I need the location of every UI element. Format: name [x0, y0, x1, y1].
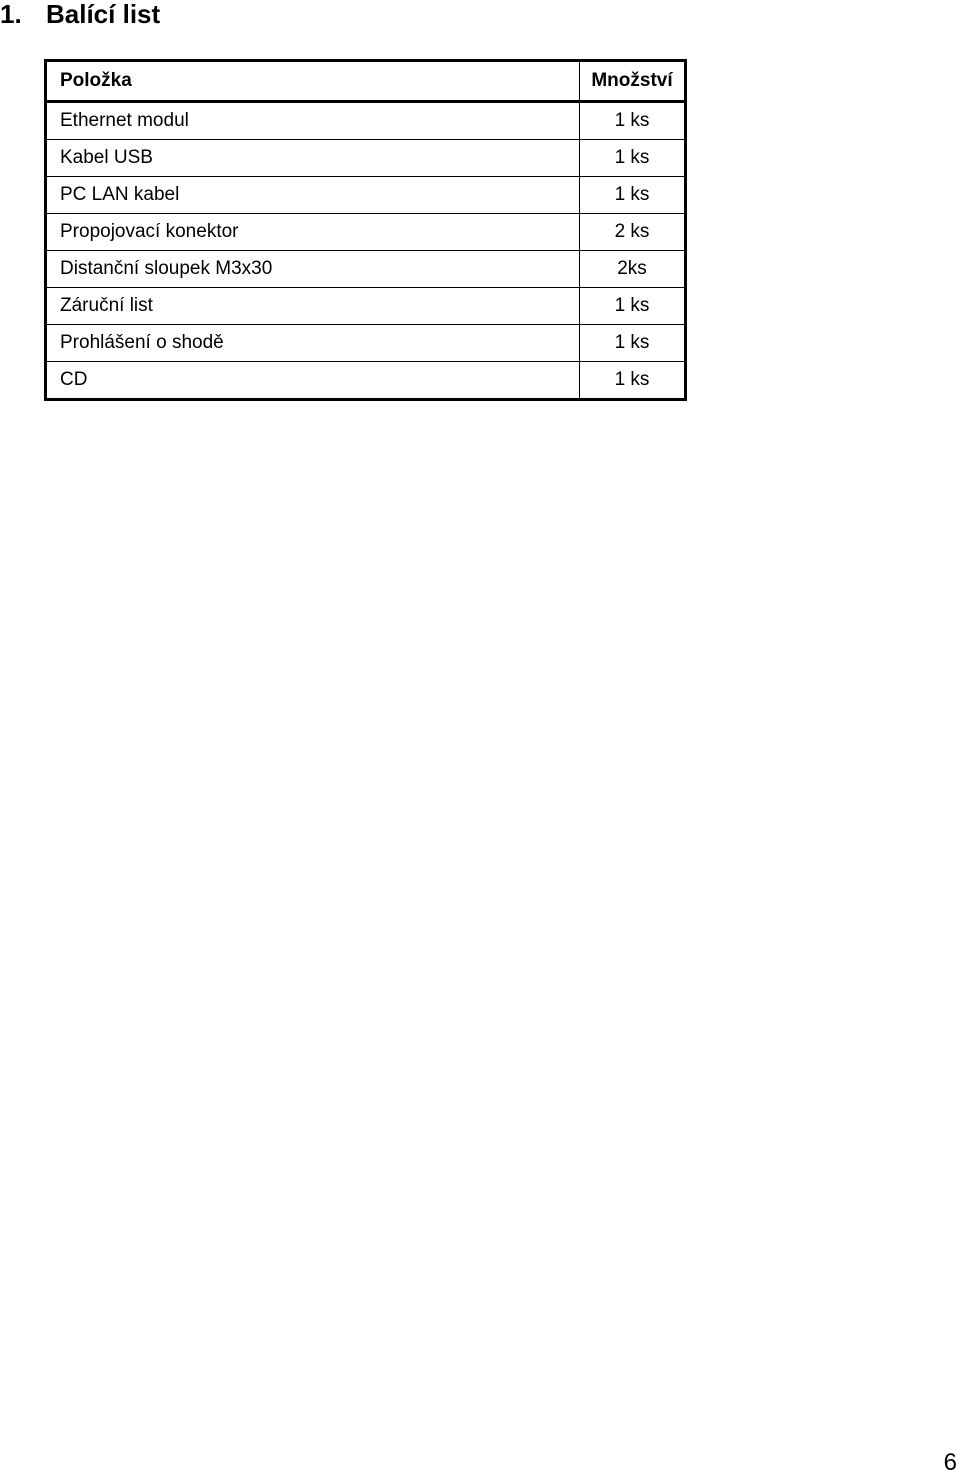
quantity-cell: 2ks: [580, 251, 686, 288]
quantity-cell: 2 ks: [580, 214, 686, 251]
table-row: [46, 288, 686, 325]
table-header-row: [46, 61, 686, 102]
page-number: 6: [943, 1449, 957, 1476]
quantity-cell: 1 ks: [580, 140, 686, 177]
quantity-cell: 1 ks: [580, 288, 686, 325]
quantity-cell: 1 ks: [580, 362, 686, 400]
quantity-cell: 1 ks: [580, 325, 686, 362]
item-cell: Prohlášení o shodě: [46, 325, 580, 362]
quantity-cell: 1 ks: [580, 102, 686, 140]
table-row: [46, 362, 686, 400]
table-row: [46, 102, 686, 140]
section-heading: [0, 0, 160, 34]
table-row: [46, 214, 686, 251]
column-header-quantity: Množství: [580, 61, 686, 102]
item-cell: Ethernet modul: [46, 102, 580, 140]
quantity-cell: 1 ks: [580, 177, 686, 214]
item-cell: Distanční sloupek M3x30: [46, 251, 580, 288]
item-cell: CD: [46, 362, 580, 400]
packing-list-table: [44, 59, 687, 401]
table-row: [46, 177, 686, 214]
section-title: Balící list: [46, 0, 161, 29]
column-header-item: Položka: [46, 61, 580, 102]
item-cell: Kabel USB: [46, 140, 580, 177]
table-row: [46, 140, 686, 177]
table-row: [46, 251, 686, 288]
section-number: 1.: [0, 0, 22, 29]
table-row: [46, 325, 686, 362]
item-cell: PC LAN kabel: [46, 177, 580, 214]
item-cell: Propojovací konektor: [46, 214, 580, 251]
item-cell: Záruční list: [46, 288, 580, 325]
